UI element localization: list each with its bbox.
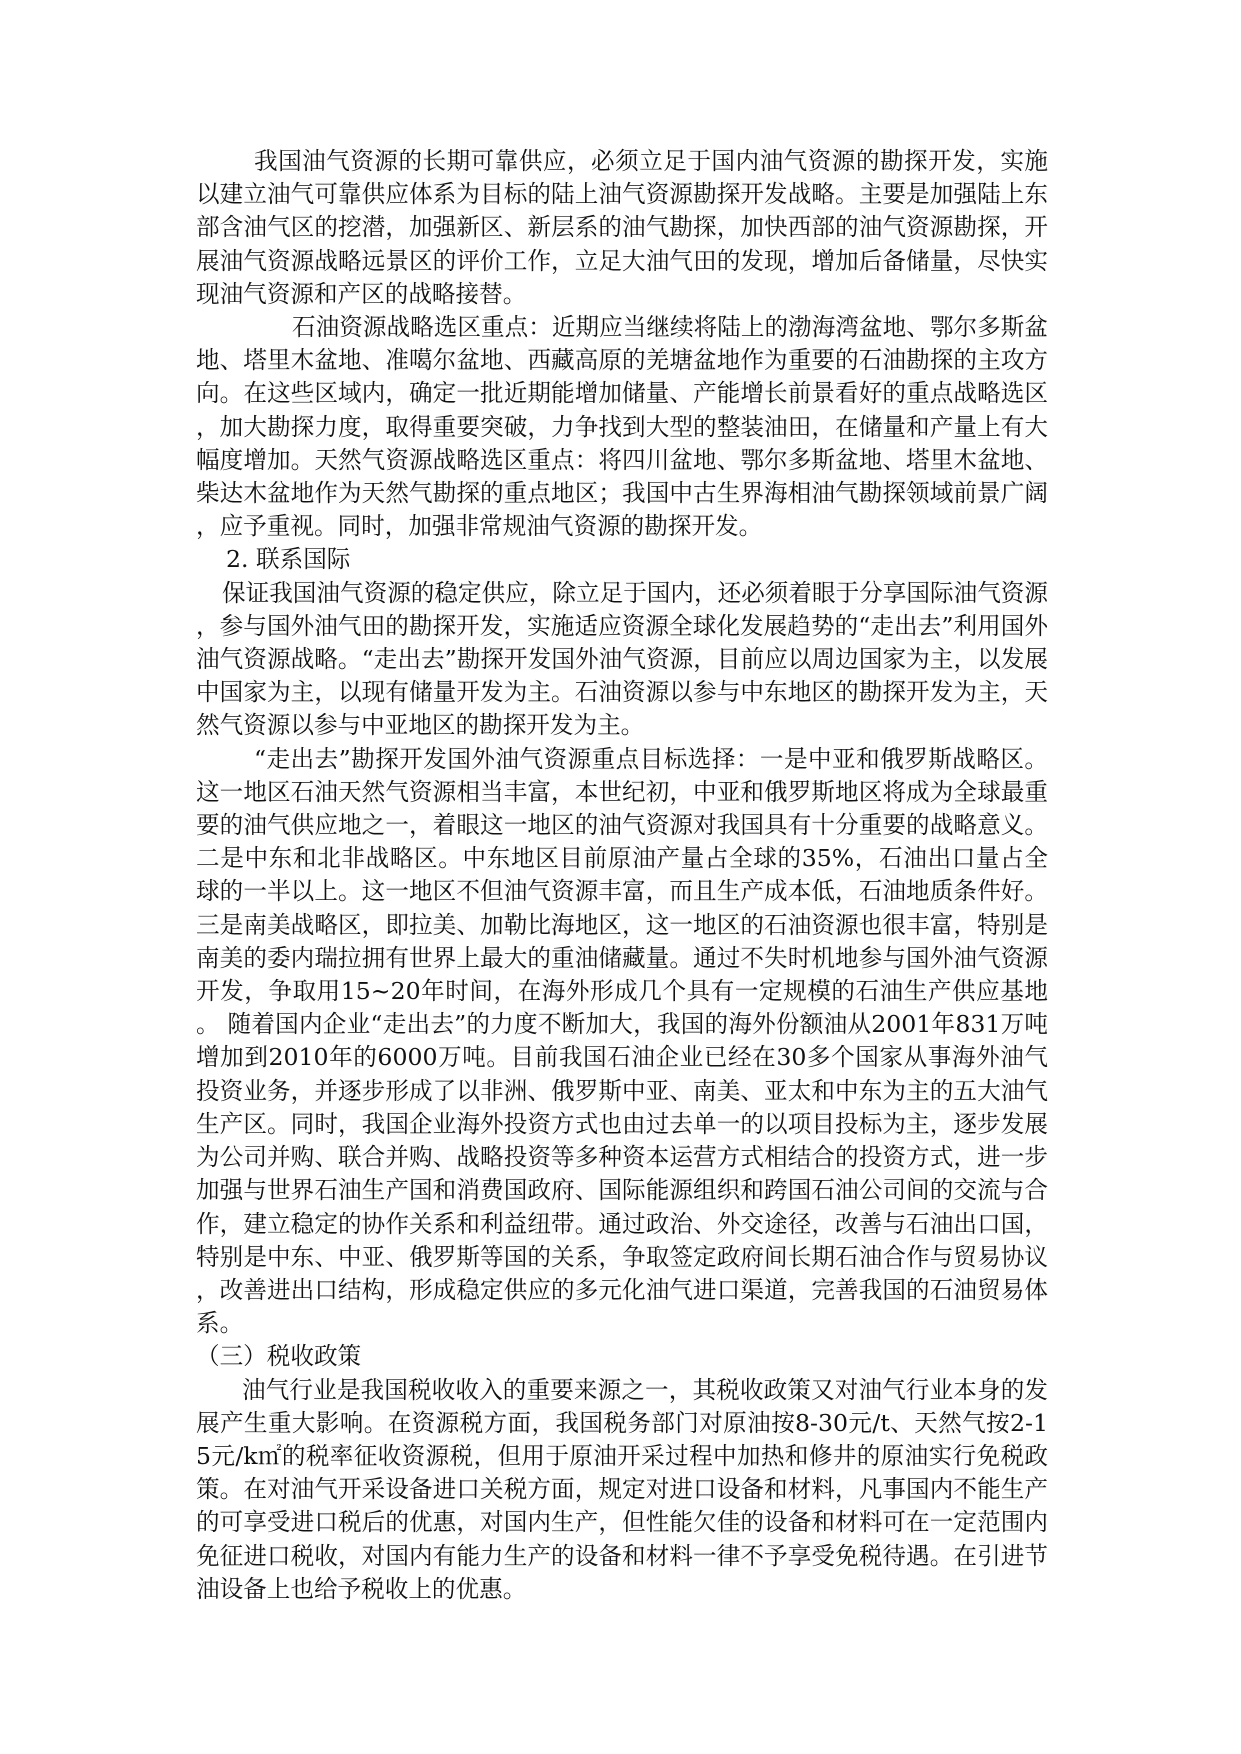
- paragraph-target-regions: “走出去”勘探开发国外油气资源重点目标选择：一是中亚和俄罗斯战略区。这一地区石油天然气资源相当丰富，本世纪初，中亚和俄罗斯地区将成为全球最重要的油气供应地之一，着眼这一地区的油气资源对我国具有十分重要的战略意义。二是中东和北非战略区。中东地区目前原油产量占全球的35%，石油出口量占全球的一半以上。这一地区不但油气资源丰富，而且生产成本低，石油地质条件好。三是南美战略区，即拉美、加勒比海地区，这一地区的石油资源也很丰富，特别是南美的委内瑞拉拥有世界上最大的重油储藏量。通过不失时机地参与国外油气资源开发，争取用15~20年时间，在海外形成几个具有一定规模的石油生产供应基地。 随着国内企业“走出去”的力度不断加大，我国的海外份额油从2001年831万吨增加到2010年的6000万吨。目前我国石油企业已经在30多个国家从事海外油气投资业务，并逐步形成了以非洲、俄罗斯中亚、南美、亚太和中东为主的五大油气生产区。同时，我国企业海外投资方式也由过去单一的以项目投标为主，逐步发展为公司并购、联合并购、战略投资等多种资本运营方式相结合的投资方式，进一步加强与世界石油生产国和消费国政府、国际能源组织和跨国石油公司间的交流与合作，建立稳定的协作关系和利益纽带。通过政治、外交途径，改善与石油出口国，特别是中东、中亚、俄罗斯等国的关系，争取签定政府间长期石油合作与贸易协议，改善进出口结构，形成稳定供应的多元化油气进口渠道，完善我国的石油贸易体系。: [196, 744, 1048, 1338]
- paragraph-domestic-supply: 我国油气资源的长期可靠供应，必须立足于国内油气资源的勘探开发，实施以建立油气可靠供应体系为目标的陆上油气资源勘探开发战略。主要是加强陆上东部含油气区的挖潜，加强新区、新层系的油气勘探，加快西部的油气资源勘探，开展油气资源战略远景区的评价工作，立足大油气田的发现，增加后备储量，尽快实现油气资源和产区的战略接替。: [196, 147, 1048, 308]
- paragraph-tax-policy: 油气行业是我国税收收入的重要来源之一，其税收政策又对油气行业本身的发展产生重大影响。在资源税方面，我国税务部门对原油按8-30元/t、天然气按2-15元/k㎡的税率征收资源税，但用于原油开采过程中加热和修井的原油实行免税政策。在对油气开采设备进口关税方面，规定对进口设备和材料，凡事国内不能生产的可享受进口税后的优惠，对国内生产，但性能欠佳的设备和材料可在一定范围内免征进口税收，对国内有能力生产的设备和材料一律不予享受免税待遇。在引进节油设备上也给予税收上的优惠。: [196, 1375, 1048, 1603]
- heading-tax-policy: （三）税收政策: [196, 1342, 362, 1371]
- paragraph-go-global: 保证我国油气资源的稳定供应，除立足于国内，还必须着眼于分享国际油气资源，参与国外油气田的勘探开发，实施适应资源全球化发展趋势的“走出去”利用国外油气资源战略。“走出去”勘探开发国外油气资源，目前应以周边国家为主，以发展中国家为主，以现有储量开发为主。石油资源以参与中东地区的勘探开发为主，天然气资源以参与中亚地区的勘探开发为主。: [196, 578, 1048, 740]
- paragraph-strategic-areas: 石油资源战略选区重点：近期应当继续将陆上的渤海湾盆地、鄂尔多斯盆地、塔里木盆地、准噶尔盆地、西藏高原的羌塘盆地作为重要的石油勘探的主攻方向。在这些区域内，确定一批近期能增加储量、产能增长前景看好的重点战略选区，加大勘探力度，取得重要突破，力争找到大型的整装油田，在储量和产量上有大幅度增加。天然气资源战略选区重点：将四川盆地、鄂尔多斯盆地、塔里木盆地、柴达木盆地作为天然气勘探的重点地区；我国中古生界海相油气勘探领域前景广阔，应予重视。同时，加强非常规油气资源的勘探开发。: [196, 313, 1048, 541]
- heading-international: 2. 联系国际: [226, 545, 351, 574]
- document-page: [196, 145, 1048, 1606]
